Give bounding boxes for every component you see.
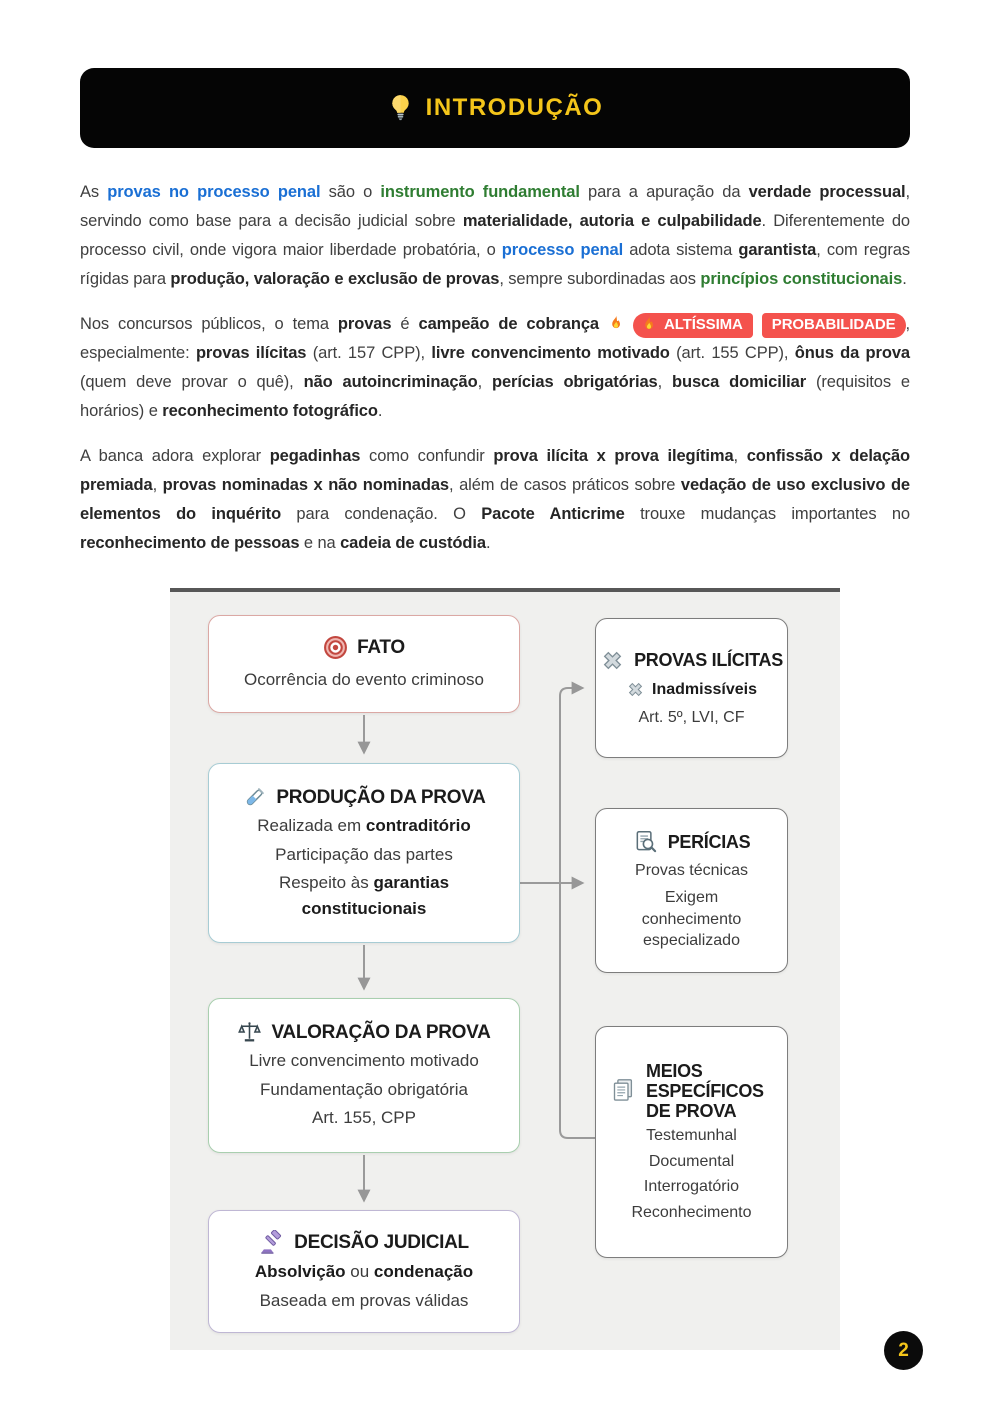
text-segment: Pacote Anticrime — [481, 505, 625, 523]
meios-especificos-box — [595, 1026, 788, 1258]
valoracao-line-1: Livre convencimento motivado — [249, 1051, 479, 1071]
documents-icon — [610, 1077, 637, 1104]
text-segment: como confundir — [360, 447, 494, 465]
lightbulb-icon — [387, 94, 414, 123]
valoracao-line-3: Art. 155, CPP — [312, 1108, 416, 1128]
fato-box — [208, 615, 520, 713]
pericias-title: PERÍCIAS — [667, 832, 751, 853]
producao-line-2: Participação das partes — [275, 844, 453, 864]
document-magnifier-icon — [633, 829, 659, 855]
text-segment: perícias obrigatórias — [491, 373, 658, 391]
page-number-badge — [884, 1331, 923, 1370]
scale-icon — [237, 1020, 262, 1045]
text-segment: , — [152, 476, 163, 494]
producao-line-1: Realizada em contraditório — [257, 816, 471, 835]
intro-header-banner — [80, 68, 910, 148]
text-segment: , com regras rígidas para — [80, 241, 910, 288]
pericias-title-row — [633, 829, 751, 855]
meios-title: MEIOS ESPECÍFICOS DE PROVA — [646, 1060, 764, 1121]
producao-title-row — [242, 785, 485, 810]
text-segment: . Diferentemente do processo civil, onde vigora maior liberdade probatória, o — [80, 212, 911, 259]
provas-ilicitas-box — [595, 618, 788, 758]
decisao-line-1: Absolvição ou condenação — [254, 1262, 474, 1281]
meios-line-4: Reconhecimento — [631, 1203, 752, 1221]
paragraph-1 — [80, 178, 910, 294]
target-icon — [323, 635, 348, 660]
valoracao-title: VALORAÇÃO DA PROVA — [271, 1022, 491, 1044]
text-segment: As — [80, 183, 108, 201]
valoracao-title-row — [237, 1020, 490, 1045]
text-segment: cadeia de custódia — [340, 534, 486, 552]
text-segment: trouxe mudanças importantes no — [624, 505, 910, 523]
page-title: INTRODUÇÃO — [425, 94, 604, 121]
text-segment: princípios constitucionais — [700, 270, 903, 288]
text-segment: provas nominadas x não nominadas — [162, 476, 450, 494]
meios-line-2: Documental — [648, 1152, 735, 1170]
text-segment: provas ilícitas — [195, 344, 307, 362]
text-segment: Nos concursos públicos, o tema — [80, 315, 338, 333]
diagram-top-edge — [170, 588, 840, 592]
producao-title: PRODUÇÃO DA PROVA — [276, 786, 486, 808]
text-segment: para a apuração da — [579, 183, 749, 201]
text-segment — [624, 315, 633, 333]
fato-title: FATO — [357, 637, 405, 659]
text-segment: confissão x delação premiada — [80, 447, 911, 494]
text-segment — [753, 315, 762, 333]
ilicitas-line-2: Art. 5º, LVI, CF — [638, 708, 745, 726]
text-segment: , além de casos práticos sobre — [449, 476, 681, 494]
text-segment: , sempre subordinadas aos — [499, 270, 701, 288]
ilicitas-line-1: Inadmissíveis — [626, 679, 757, 701]
pericias-line-1: Provas técnicas — [635, 862, 748, 880]
producao-line-3: Respeito às garantias constitucionais — [278, 873, 450, 918]
text-segment: adota sistema — [623, 241, 739, 259]
ilicitas-title-row — [600, 648, 783, 673]
fato-title-row — [323, 635, 405, 660]
ilicitas-title: PROVAS ILÍCITAS — [634, 650, 783, 671]
valoracao-line-2: Fundamentação obrigatória — [260, 1079, 468, 1099]
text-segment: produção, valoração e exclusão de provas — [170, 270, 500, 288]
text-segment: verdade processual — [748, 183, 906, 201]
pericias-line-2: Exigem conhecimento especializado — [641, 888, 742, 950]
text-segment: materialidade, autoria e culpabilidade — [462, 212, 762, 230]
text-segment: é — [391, 315, 419, 333]
page-number: 2 — [898, 1339, 909, 1361]
text-segment: processo penal — [501, 241, 624, 259]
text-segment: e na — [299, 534, 341, 552]
text-segment: prova ilícita x prova ilegítima — [493, 447, 734, 465]
decisao-box — [208, 1210, 520, 1333]
paragraph-2 — [80, 310, 910, 426]
text-segment: , especialmente: — [80, 315, 910, 362]
text-segment: . — [902, 270, 907, 288]
text-segment: livre convencimento motivado — [431, 344, 670, 362]
producao-box — [208, 763, 520, 943]
text-segment: (quem deve provar o quê), — [80, 373, 304, 391]
text-segment: , servindo como base para a decisão judicial sobre — [80, 183, 910, 230]
text-segment: provas no processo penal — [107, 183, 321, 201]
text-segment: , — [657, 373, 673, 391]
probability-badge: PROBABILIDADE — [762, 313, 906, 338]
text-segment: campeão de cobrança — [418, 315, 599, 333]
text-segment: . — [377, 402, 383, 420]
text-segment: são o — [320, 183, 381, 201]
text-segment: (art. 157 CPP), — [306, 344, 432, 362]
text-segment: . — [485, 534, 491, 552]
decisao-line-2: Baseada em provas válidas — [259, 1290, 469, 1310]
meios-line-3: Interrogatório — [643, 1178, 740, 1196]
text-segment: (art. 155 CPP), — [669, 344, 795, 362]
text-segment: reconhecimento fotográfico — [162, 402, 378, 420]
text-segment — [599, 315, 608, 333]
text-segment: pegadinhas — [269, 447, 361, 465]
evidence-flowchart — [170, 588, 840, 1350]
x-icon-small — [626, 680, 645, 699]
text-segment: instrumento fundamental — [380, 183, 580, 201]
gavel-icon — [259, 1230, 285, 1256]
text-segment: não autoincriminação — [303, 373, 478, 391]
meios-line-1: Testemunhal — [646, 1127, 737, 1145]
intro-text — [80, 162, 910, 558]
text-segment: para condenação. O — [281, 505, 482, 523]
text-segment: vedação de uso exclusivo de elementos do inquérito — [80, 476, 911, 523]
valoracao-box — [208, 998, 520, 1153]
test-tube-icon — [242, 785, 267, 810]
pericias-box — [595, 808, 788, 973]
text-segment: ônus da prova — [794, 344, 910, 362]
text-segment: , — [733, 447, 747, 465]
fire-icon — [641, 316, 657, 332]
text-segment: (requisitos e horários) e — [80, 373, 910, 420]
x-icon — [600, 648, 625, 673]
text-segment: provas — [337, 315, 392, 333]
text-segment: garantista — [738, 241, 817, 259]
text-segment: , — [477, 373, 492, 391]
decisao-title-row — [259, 1230, 469, 1256]
decisao-title: DECISÃO JUDICIAL — [294, 1232, 469, 1254]
text-segment: reconhecimento de pessoas — [80, 534, 300, 552]
text-segment: busca domiciliar — [672, 373, 807, 391]
probability-badge: ALTÍSSIMA — [633, 313, 753, 338]
fire-icon — [608, 315, 624, 331]
fato-subtitle: Ocorrência do evento criminoso — [243, 670, 484, 690]
paragraph-3 — [80, 442, 910, 558]
text-segment: A banca adora explorar — [80, 447, 270, 465]
meios-title-row — [596, 1061, 787, 1121]
